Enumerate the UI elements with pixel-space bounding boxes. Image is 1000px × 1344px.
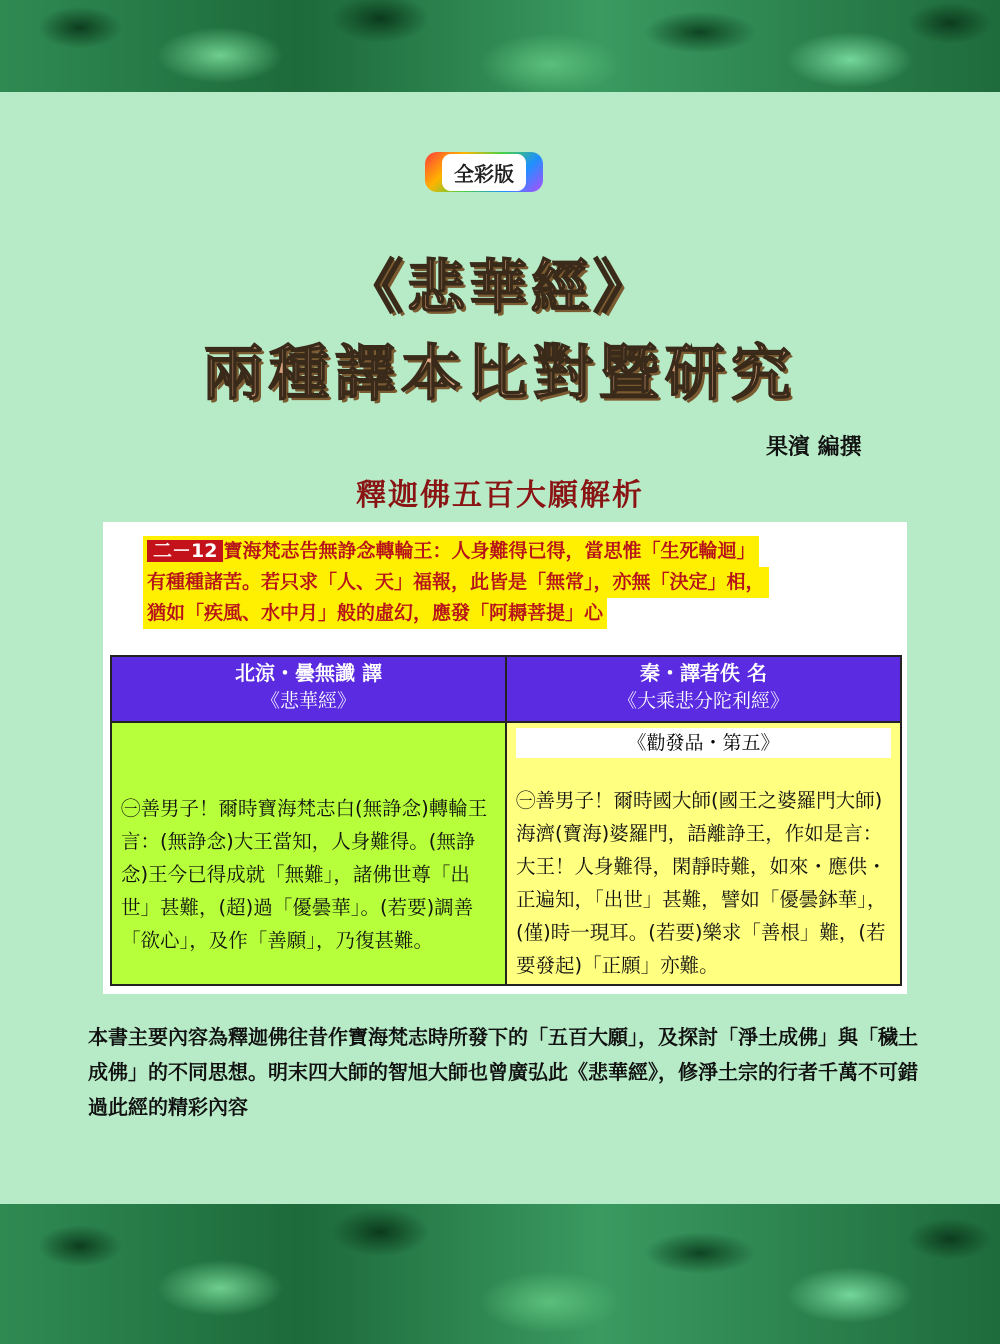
right-column-header — [506, 656, 901, 722]
heading-line-3: 猶如「疾風、水中月」般的虛幻，應發「阿耨菩提」心 — [143, 598, 607, 629]
comparison-table — [110, 655, 902, 986]
left-passage: ㊀善男子！爾時寶海梵志白(無諍念)轉輪王言：(無諍念)大王當知，人身難得。(無諍念)王今已得成就「無難」，諸佛世尊「出世」甚難，(超)過「優曇華」。(若要)調善「欲心」，及作「善願」，乃復甚難。 — [121, 797, 488, 952]
left-passage-cell — [111, 722, 506, 985]
book-title-line2: 兩種譯本比對暨研究 — [203, 339, 797, 409]
heading-line-2: 有種種諸苦。若只求「人、天」福報，此皆是「無常」，亦無「決定」相， — [143, 567, 769, 598]
book-subtitle: 釋迦佛五百大願解析 — [356, 478, 644, 513]
heading-line-1 — [143, 536, 759, 567]
heading-number: 二－12 — [147, 540, 223, 562]
right-passage: ㊀善男子！爾時國大師(國王之婆羅門大師)海濟(寶海)婆羅門，語離諍王，作如是言：大王！人身難得，閑靜時難，如來・應供・正遍知，「出世」甚難，譬如「優曇鉢華」，(僅)時一現耳。(若要)樂求「善根」難，(若要發起)「正願」亦難。 — [516, 789, 887, 977]
comparison-figure — [103, 522, 907, 994]
book-description: 本書主要內容為釋迦佛往昔作寶海梵志時所發下的「五百大願」，及探討「淨土成佛」與「穢土成佛」的不同思想。明末四大師的智旭大師也曾廣弘此《悲華經》，修淨土宗的行者千萬不可錯過此經的精彩內容 — [88, 1025, 918, 1119]
badge-label: 全彩版 — [442, 154, 526, 191]
figure-heading — [143, 536, 899, 629]
right-translator: 秦・譯者佚 名 — [640, 661, 767, 685]
author: 果濱 編撰 — [766, 435, 862, 460]
left-column-header — [111, 656, 506, 722]
left-sutra-name: 《悲華經》 — [260, 690, 356, 712]
top-decorative-band — [0, 0, 1000, 92]
right-passage-cell — [506, 722, 901, 985]
chapter-label: 《勸發品・第五》 — [516, 728, 891, 758]
right-sutra-name: 《大乘悲分陀利經》 — [617, 690, 789, 712]
full-color-badge — [425, 152, 543, 192]
heading-text-1: 寶海梵志告無諍念轉輪王：人身難得已得，當思惟「生死輪迴」 — [223, 540, 756, 562]
left-translator: 北涼・曇無讖 譯 — [235, 661, 382, 685]
book-title: 《悲華經》 — [344, 253, 655, 321]
bottom-decorative-band — [0, 1204, 1000, 1344]
